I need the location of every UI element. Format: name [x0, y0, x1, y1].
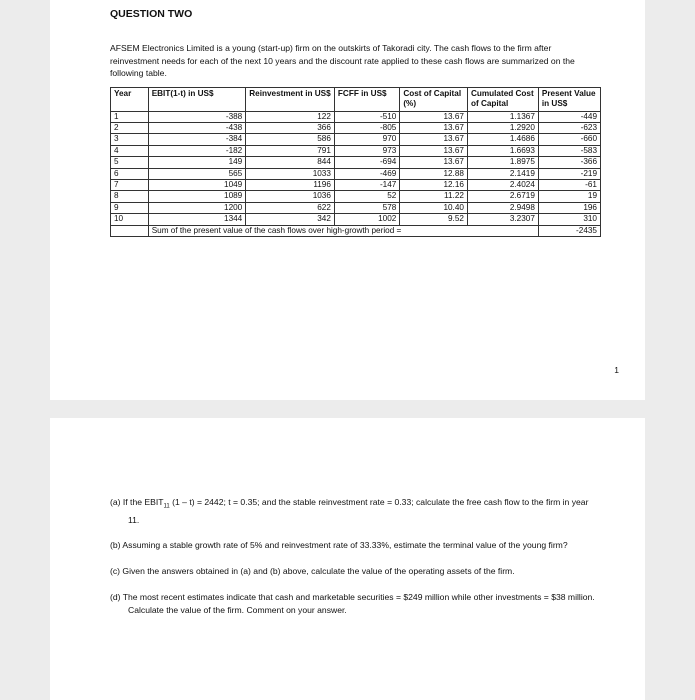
- cell-fcff: -147: [334, 179, 399, 190]
- question-b: (b) Assuming a stable growth rate of 5% and reinvestment rate of 33.33%, estimate the terminal value of the young firm?: [110, 540, 568, 551]
- cell-cost-of-capital: 12.88: [400, 168, 468, 179]
- table-header-row: [111, 87, 601, 111]
- cell-cost-of-capital: 13.67: [400, 157, 468, 168]
- document-page-2: [50, 418, 645, 700]
- cell-fcff: 970: [334, 134, 399, 145]
- cell-year: 6: [111, 168, 149, 179]
- cell-reinvestment: 1196: [246, 179, 335, 190]
- header-cost-of-capital: Cost of Capital (%): [400, 87, 468, 111]
- cell-ebit: -438: [148, 122, 246, 133]
- cell-cumulated-cost: 1.8975: [467, 157, 538, 168]
- cell-present-value: 196: [538, 202, 600, 213]
- cell-present-value: -623: [538, 122, 600, 133]
- cell-cost-of-capital: 13.67: [400, 111, 468, 122]
- cell-reinvestment: 1033: [246, 168, 335, 179]
- cell-cost-of-capital: 11.22: [400, 191, 468, 202]
- cell-reinvestment: 122: [246, 111, 335, 122]
- question-a: [110, 496, 599, 526]
- table-row: [111, 202, 601, 213]
- cell-reinvestment: 844: [246, 157, 335, 168]
- cell-fcff: -469: [334, 168, 399, 179]
- cell-fcff: 973: [334, 145, 399, 156]
- page-number: 1: [614, 365, 619, 375]
- cell-present-value: -61: [538, 179, 600, 190]
- cell-ebit: -384: [148, 134, 246, 145]
- cell-present-value: -583: [538, 145, 600, 156]
- header-present-value: Present Value in US$: [538, 87, 600, 111]
- header-cumulated-cost: Cumulated Cost of Capital: [467, 87, 538, 111]
- cell-year: 1: [111, 111, 149, 122]
- table-row: [111, 111, 601, 122]
- cell-cost-of-capital: 12.16: [400, 179, 468, 190]
- table-body: [111, 111, 601, 225]
- cell-ebit: 149: [148, 157, 246, 168]
- cell-present-value: -366: [538, 157, 600, 168]
- cell-present-value: 19: [538, 191, 600, 202]
- cell-present-value: -219: [538, 168, 600, 179]
- table-row: [111, 134, 601, 145]
- table-row: [111, 191, 601, 202]
- cell-cost-of-capital: 13.67: [400, 134, 468, 145]
- cell-ebit: 565: [148, 168, 246, 179]
- cell-ebit: 1049: [148, 179, 246, 190]
- sum-label: Sum of the present value of the cash flows over high-growth period =: [148, 225, 538, 236]
- cell-cumulated-cost: 2.1419: [467, 168, 538, 179]
- cell-reinvestment: 342: [246, 214, 335, 225]
- table-row: [111, 157, 601, 168]
- question-c: (c) Given the answers obtained in (a) and (b) above, calculate the value of the operating assets of the firm.: [110, 566, 515, 577]
- cell-cumulated-cost: 2.4024: [467, 179, 538, 190]
- cell-ebit: 1344: [148, 214, 246, 225]
- document-page-1: [50, 0, 645, 400]
- cell-cost-of-capital: 9.52: [400, 214, 468, 225]
- cell-fcff: -805: [334, 122, 399, 133]
- header-year: Year: [111, 87, 149, 111]
- cell-year: 4: [111, 145, 149, 156]
- cell-fcff: 52: [334, 191, 399, 202]
- cash-flow-table: [110, 87, 601, 237]
- cell-reinvestment: 1036: [246, 191, 335, 202]
- cell-cumulated-cost: 1.2920: [467, 122, 538, 133]
- table-row: [111, 168, 601, 179]
- table-row: [111, 214, 601, 225]
- table-row: [111, 179, 601, 190]
- sum-row: [111, 225, 601, 236]
- cell-cost-of-capital: 13.67: [400, 145, 468, 156]
- header-fcff: FCFF in US$: [334, 87, 399, 111]
- question-heading: QUESTION TWO: [110, 8, 193, 20]
- intro-paragraph: AFSEM Electronics Limited is a young (start-up) firm on the outskirts of Takoradi city. The cash flows to the firm after reinvestment needs for each of the next 10 years and the discount rate applied to these cash flows are summarized on the following table.: [110, 43, 575, 78]
- cell-year: 7: [111, 179, 149, 190]
- cell-cost-of-capital: 10.40: [400, 202, 468, 213]
- cell-fcff: -694: [334, 157, 399, 168]
- header-ebit: EBIT(1-t) in US$: [148, 87, 246, 111]
- question-a-prefix: (a) If the EBIT: [110, 497, 164, 507]
- cell-reinvestment: 622: [246, 202, 335, 213]
- question-a-subscript: 11: [163, 503, 170, 510]
- cell-reinvestment: 366: [246, 122, 335, 133]
- cell-fcff: 1002: [334, 214, 399, 225]
- cell-ebit: 1089: [148, 191, 246, 202]
- cell-fcff: 578: [334, 202, 399, 213]
- cell-present-value: 310: [538, 214, 600, 225]
- cell-year: 8: [111, 191, 149, 202]
- table-row: [111, 122, 601, 133]
- question-d: (d) The most recent estimates indicate that cash and marketable securities = $249 million while other investments = $38 million. Calculate the value of the firm. Comment on your answer.: [110, 591, 595, 615]
- cell-cost-of-capital: 13.67: [400, 122, 468, 133]
- header-reinvestment: Reinvestment in US$: [246, 87, 335, 111]
- cell-present-value: -660: [538, 134, 600, 145]
- sum-value: -2435: [538, 225, 600, 236]
- cell-year: 10: [111, 214, 149, 225]
- cell-cumulated-cost: 3.2307: [467, 214, 538, 225]
- cell-cumulated-cost: 2.9498: [467, 202, 538, 213]
- cell-year: 3: [111, 134, 149, 145]
- cell-ebit: 1200: [148, 202, 246, 213]
- table-row: [111, 145, 601, 156]
- question-a-text: (1 – t) = 2442; t = 0.35; and the stable reinvestment rate = 0.33; calculate the free cash flow to the firm in year 11.: [128, 497, 589, 525]
- cell-ebit: -182: [148, 145, 246, 156]
- cell-present-value: -449: [538, 111, 600, 122]
- cell-year: 5: [111, 157, 149, 168]
- sum-row-blank: [111, 225, 149, 236]
- cell-reinvestment: 791: [246, 145, 335, 156]
- cell-cumulated-cost: 1.4686: [467, 134, 538, 145]
- cell-fcff: -510: [334, 111, 399, 122]
- cell-year: 9: [111, 202, 149, 213]
- cell-year: 2: [111, 122, 149, 133]
- cell-cumulated-cost: 1.6693: [467, 145, 538, 156]
- cell-reinvestment: 586: [246, 134, 335, 145]
- cell-ebit: -388: [148, 111, 246, 122]
- cell-cumulated-cost: 1.1367: [467, 111, 538, 122]
- cell-cumulated-cost: 2.6719: [467, 191, 538, 202]
